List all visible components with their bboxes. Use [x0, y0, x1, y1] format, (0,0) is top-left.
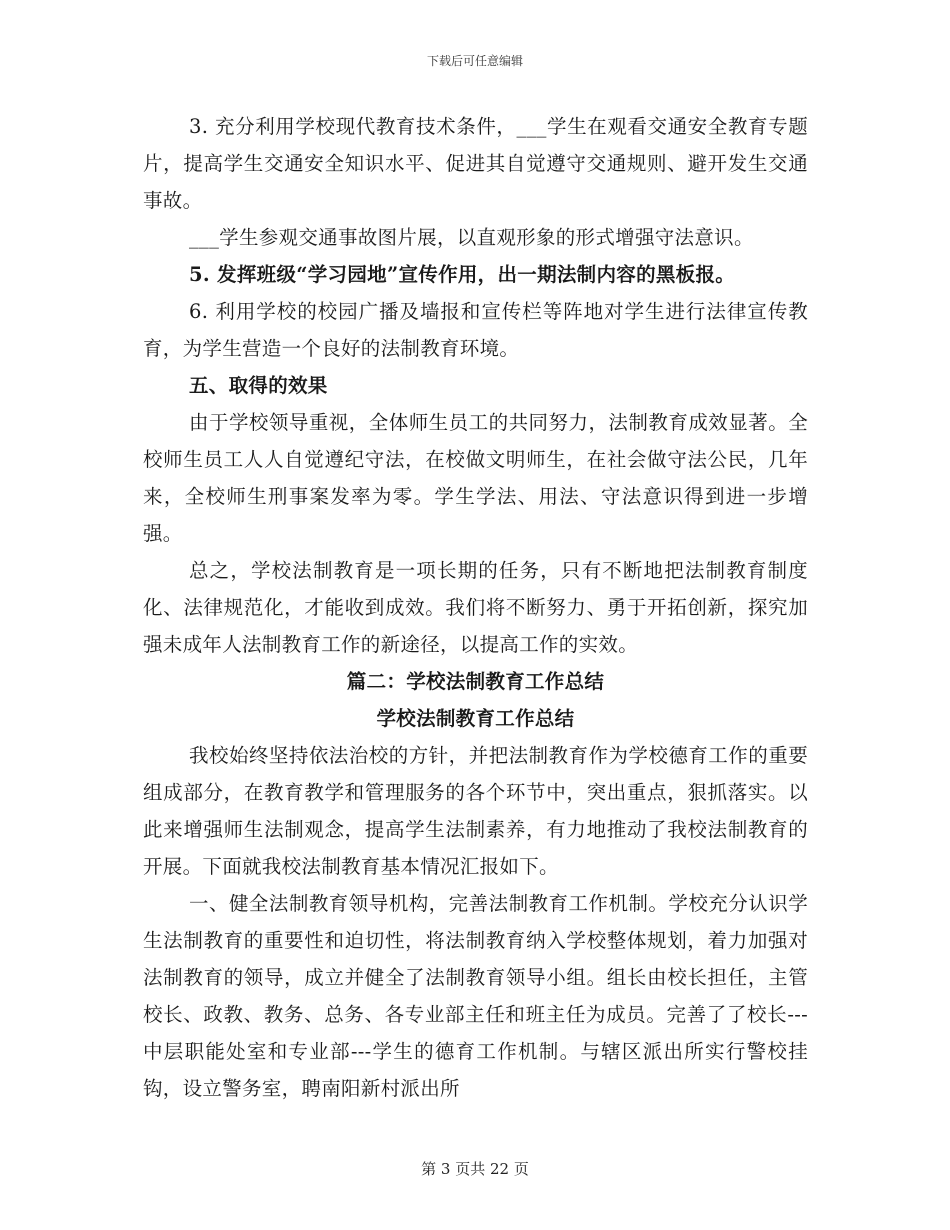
paragraph-intro: 我校始终坚持依法治校的方针，并把法制教育作为学校德育工作的重要组成部分，在教育教学和管理服务的各个环节中，突出重点，狠抓落实。以此来增强师生法制观念，提高学生法制素养，有力地推动了我校法制教育的开展。下面就我校法制教育基本情况汇报如下。 [143, 744, 808, 878]
paragraph-item3: 3. 充分利用学校现代教育技术条件，___学生在观看交通安全教育专题片，提高学生交通安全知识水平、促进其自觉遵守交通规则、避开发生交通事故。 [143, 115, 808, 212]
section-heading-results: 五、取得的效果 [189, 374, 328, 397]
page-header: 下载后可任意编辑 [426, 54, 523, 68]
page-footer: 第 3 页共 22 页 [421, 1160, 529, 1178]
paragraph-section-one: 一、健全法制教育领导机构，完善法制教育工作机制。学校充分认识学生法制教育的重要性和迫切性，将法制教育纳入学校整体规划，着力加强对法制教育的领导，成立并健全了法制教育领导小组。组长由校长担任，主管校长、政教、教务、总务、各专业部主任和班主任为成员。完善了了校长---中层职能处室和专业部---学生的德育工作机制。与辖区派出所实行警校挂钩，设立警务室，聘南阳新村派出所 [143, 892, 808, 1100]
paragraph-item6: 6. 利用学校的校园广播及墙报和宣传栏等阵地对学生进行法律宣传教育，为学生营造一个良好的法制教育环境。 [143, 300, 808, 360]
paragraph-item4: ___学生参观交通事故图片展，以直观形象的形式增强守法意识。 [189, 226, 754, 249]
paragraph-item5: 5. 发挥班级“学习园地”宣传作用，出一期法制内容的黑板报。 [189, 263, 736, 286]
paragraph-summary: 总之，学校法制教育是一项长期的任务，只有不断地把法制教育制度化、法律规范化，才能收到成效。我们将不断努力、勇于开拓创新，探究加强未成年人法制教育工作的新途径，以提高工作的实效。 [143, 559, 808, 656]
document-title: 学校法制教育工作总结 [376, 707, 575, 730]
document-body [143, 108, 808, 1107]
part-two-title: 篇二：学校法制教育工作总结 [346, 670, 605, 693]
paragraph-results: 由于学校领导重视，全体师生员工的共同努力，法制教育成效显著。全校师生员工人人自觉遵纪守法，在校做文明师生，在社会做守法公民，几年来，全校师生刑事案发率为零。学生学法、用法、守法意识得到进一步增强。 [143, 411, 808, 545]
